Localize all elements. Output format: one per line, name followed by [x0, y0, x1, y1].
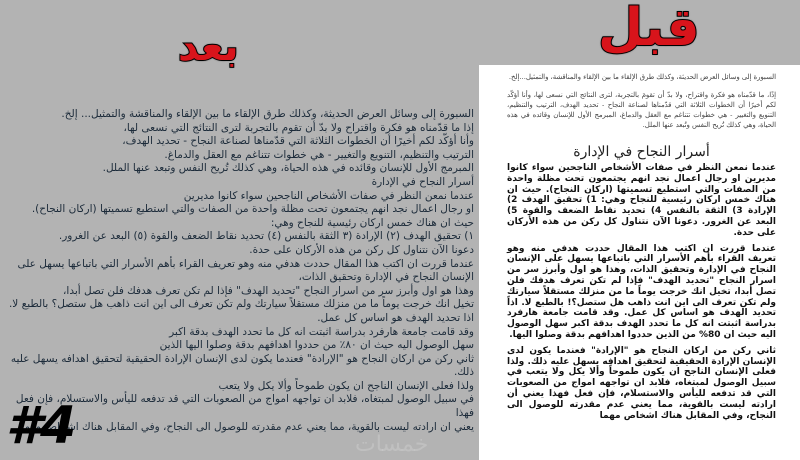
- after-text-line: عندما قررت ان اكتب هذا المقال حددت هدفي منه وهو تعريف القراء بأهم الأسرار التي باتباعها يسهل على الإنسان النجاح في الإدارة وتحقيق الذات،: [17, 257, 474, 284]
- before-label: قبل: [598, 0, 700, 58]
- after-text-line: وأنا أؤكّد لكم أخيرًا أن الخطوات الثلاثة التي قدّمناها لصناعة النجاح - تحديد الهدف،: [122, 135, 474, 148]
- after-text-line: ولذا فعلى الإنسان الناجح ان يكون طموحاً وألا يكل ولا يتعب: [218, 379, 474, 392]
- before-heading: أسرار النجاح في الإدارة: [573, 144, 710, 160]
- after-text-line: السبورة إلى وسائل العرض الحديثة، وكذلك طرق الإلقاء ما بين الإلقاء والمناقشة والتمثيل... إلخ.: [61, 108, 474, 120]
- after-text-line: يعني ان ارادته ليست بالقوية، مما يعني عدم مقدرته للوصول الى النجاح، وفي المقابل هناك اشخاص مهما: [21, 420, 474, 433]
- watermark: خمسات: [355, 432, 429, 457]
- after-text-line: في سبيل الوصول لمبتغاه، فلابد ان تواجهه امواج من الصعوبات التي قد تدفعه لليأس والاستسلام، فإن فعل فهذا: [15, 393, 474, 420]
- after-text-line: ثاني ركن من اركان النجاح هو "الإرادة" فعندما يكون لدى الإنسان الإرادة الحقيقية لتحقيق اهدافه يسهل عليه ذلك.: [10, 352, 474, 379]
- after-text-line: او رجال اعمال نجد انهم يجتمعون تحت مظلة واحدة من الصفات والتي استطيع تسميتها (اركان النجاح).: [31, 203, 474, 216]
- before-paragraph-4: عندما قررت ان اكتب هذا المقال حددت هدفي منه وهو تعريف القراء بأهم الأسرار التي باتباعها يسهل على الإنسان النجاح في الإدارة وتحقيق الذات، وهذا هو اول وأبرز سر من اسرار النجاح "تحديد الهدف" فإذا لم تكن تعرف هدفك فلن تصل أبدا، تخيل انك خرجت يوماً ما من منزلك مستقلاً سيارتك ولم تكن تعرف الى اين انت ذاهب هل ستصل؟! بالطبع لا. اذاً تحديد الهدف هو اساس كل عمل. وقد قامت جامعة هارفرد بدراسة اثبتت انه كل ما تحدد الهدف بدقة اكبر سهل الوصول اليه حيث ان 80% من الذين حددوا اهدافهم بدقة وصلوا اليها.: [507, 243, 776, 340]
- before-paragraph-3: عندما نمعن النظر في صفات الأشخاص الناجحين سواء كانوا مديرين او رجال اعمال نجد انهم يجتمعون تحت مظلة واحدة من الصفات والتي استطيع تسميتها (اركان النجاح). حيث ان هناك خمس اركان رئيسية للنجاح وهي: 1) تحقيق الهدف 2) الإرادة 3) الثقة بالنفس 4) تحديد نقاط الضعف والقوة 5) البعد عن الغرور. دعونا الآن نتناول كل ركن من هذه الأركان على حدة.: [507, 163, 776, 238]
- after-text-line: ١) تحقيق الهدف (٢) الإرادة (٣ الثقة بالنفس (٤) تحديد نقاط الضعف والقوة (٥) البعد عن الغرور.: [58, 230, 474, 243]
- after-text-line: وهذا هو اول وأبرز سر من اسرار النجاح "تحديد الهدف" فإذا لم تكن تعرف هدفك فلن تصل أبدا،: [63, 284, 474, 297]
- after-text-line: أسرار النجاح في الإدارة: [371, 175, 474, 188]
- after-text-line: اذا تحديد الهدف هو اساس كل عمل.: [317, 311, 474, 324]
- after-text-line: إذا ما قدّمناه هو فكرة واقتراح ولا بدّ أن تقوم بالتجربة لترى النتائج التي نسعى لها،: [123, 121, 474, 134]
- after-text-line: وقد قامت جامعة هارفرد بدراسة اثبتت انه كل ما تحدد الهدف بدقة اكبر: [169, 325, 474, 338]
- before-paragraph-1: السبورة إلى وسائل العرض الحديثة، وكذلك طرق الإلقاء ما بين الإلقاء والمناقشة، والتمثيل...إلخ.: [508, 73, 776, 81]
- before-document-panel: [479, 65, 800, 460]
- after-text-line: تخيل انك خرجت يوماً ما من منزلك مستقلاً سيارتك ولم تكن تعرف الى اين انت ذاهب هل ستصل؟ بالطبع لا.: [8, 298, 474, 311]
- after-text-block: [4, 108, 474, 434]
- number-label: #4: [6, 396, 75, 456]
- after-text-line: الترتيب والتنظيم، التنويع والتغيير - هي خطوات تتناغم مع العقل والدماغ.: [164, 148, 474, 161]
- before-paragraph-2: إذًا، ما قدّمناه هو فكرة واقتراح، ولا بدّ أن تقومَ بالتجربة، لترى النتائج التي نسعى لها، وأنا أؤكّد لكم أخيرًا أن الخطوات الثلاثة التي قدّمناها لصناعة النجاح - تحديد الهدف، الترتيب والتنظيم، التنويع والتغيير - هي خطوات تتناغم مع العقل والدماغ، المبرمج الأول للإنسان وقائده في هذه الحياة، وهي كذلك تُريح النفس وتُبعد عنها الملل.: [507, 91, 776, 129]
- before-paragraph-5: ثاني ركن من اركان النجاح هو "الإرادة" فعندما يكون لدى الإنسان الإرادة الحقيقية لتحقيق اهدافه يسهل عليه ذلك. ولذا فعلى الإنسان الناجح ان يكون طموحاً وألا يكل ولا يتعب في سبيل الوصول لمبتغاه، فلابد ان تواجهه امواج من الصعوبات التي قد تدفعه لليأس والاستسلام، فإن فعل فهذا يعني أن ارادته ليست بالقوية، مما يعني عدم مقدرته للوصول الى النجاح، وفي المقابل هناك اشخاص مهما: [507, 345, 776, 421]
- after-text-line: سهل الوصول اليه حيث ان ٨٠٪ من حددوا اهدافهم بدقة وصلوا اليها الذين: [159, 339, 474, 352]
- after-text-line: عندما نمعن النظر في صفات الأشخاص الناجحين سواء كانوا مديرين: [183, 189, 474, 202]
- after-text-line: حيث ان هناك خمس اركان رئيسية للنجاح وهي:: [270, 216, 474, 229]
- after-text-line: دعونا الآن نتناول كل ركن من هذه الأركان على حدة.: [249, 243, 474, 256]
- after-text-line: المبرمج الأول للإنسان وقائده في هذه الحياة، وهي كذلك تُريح النفس وتبعد عنها الملل.: [102, 162, 474, 175]
- after-label: بعد: [178, 24, 239, 70]
